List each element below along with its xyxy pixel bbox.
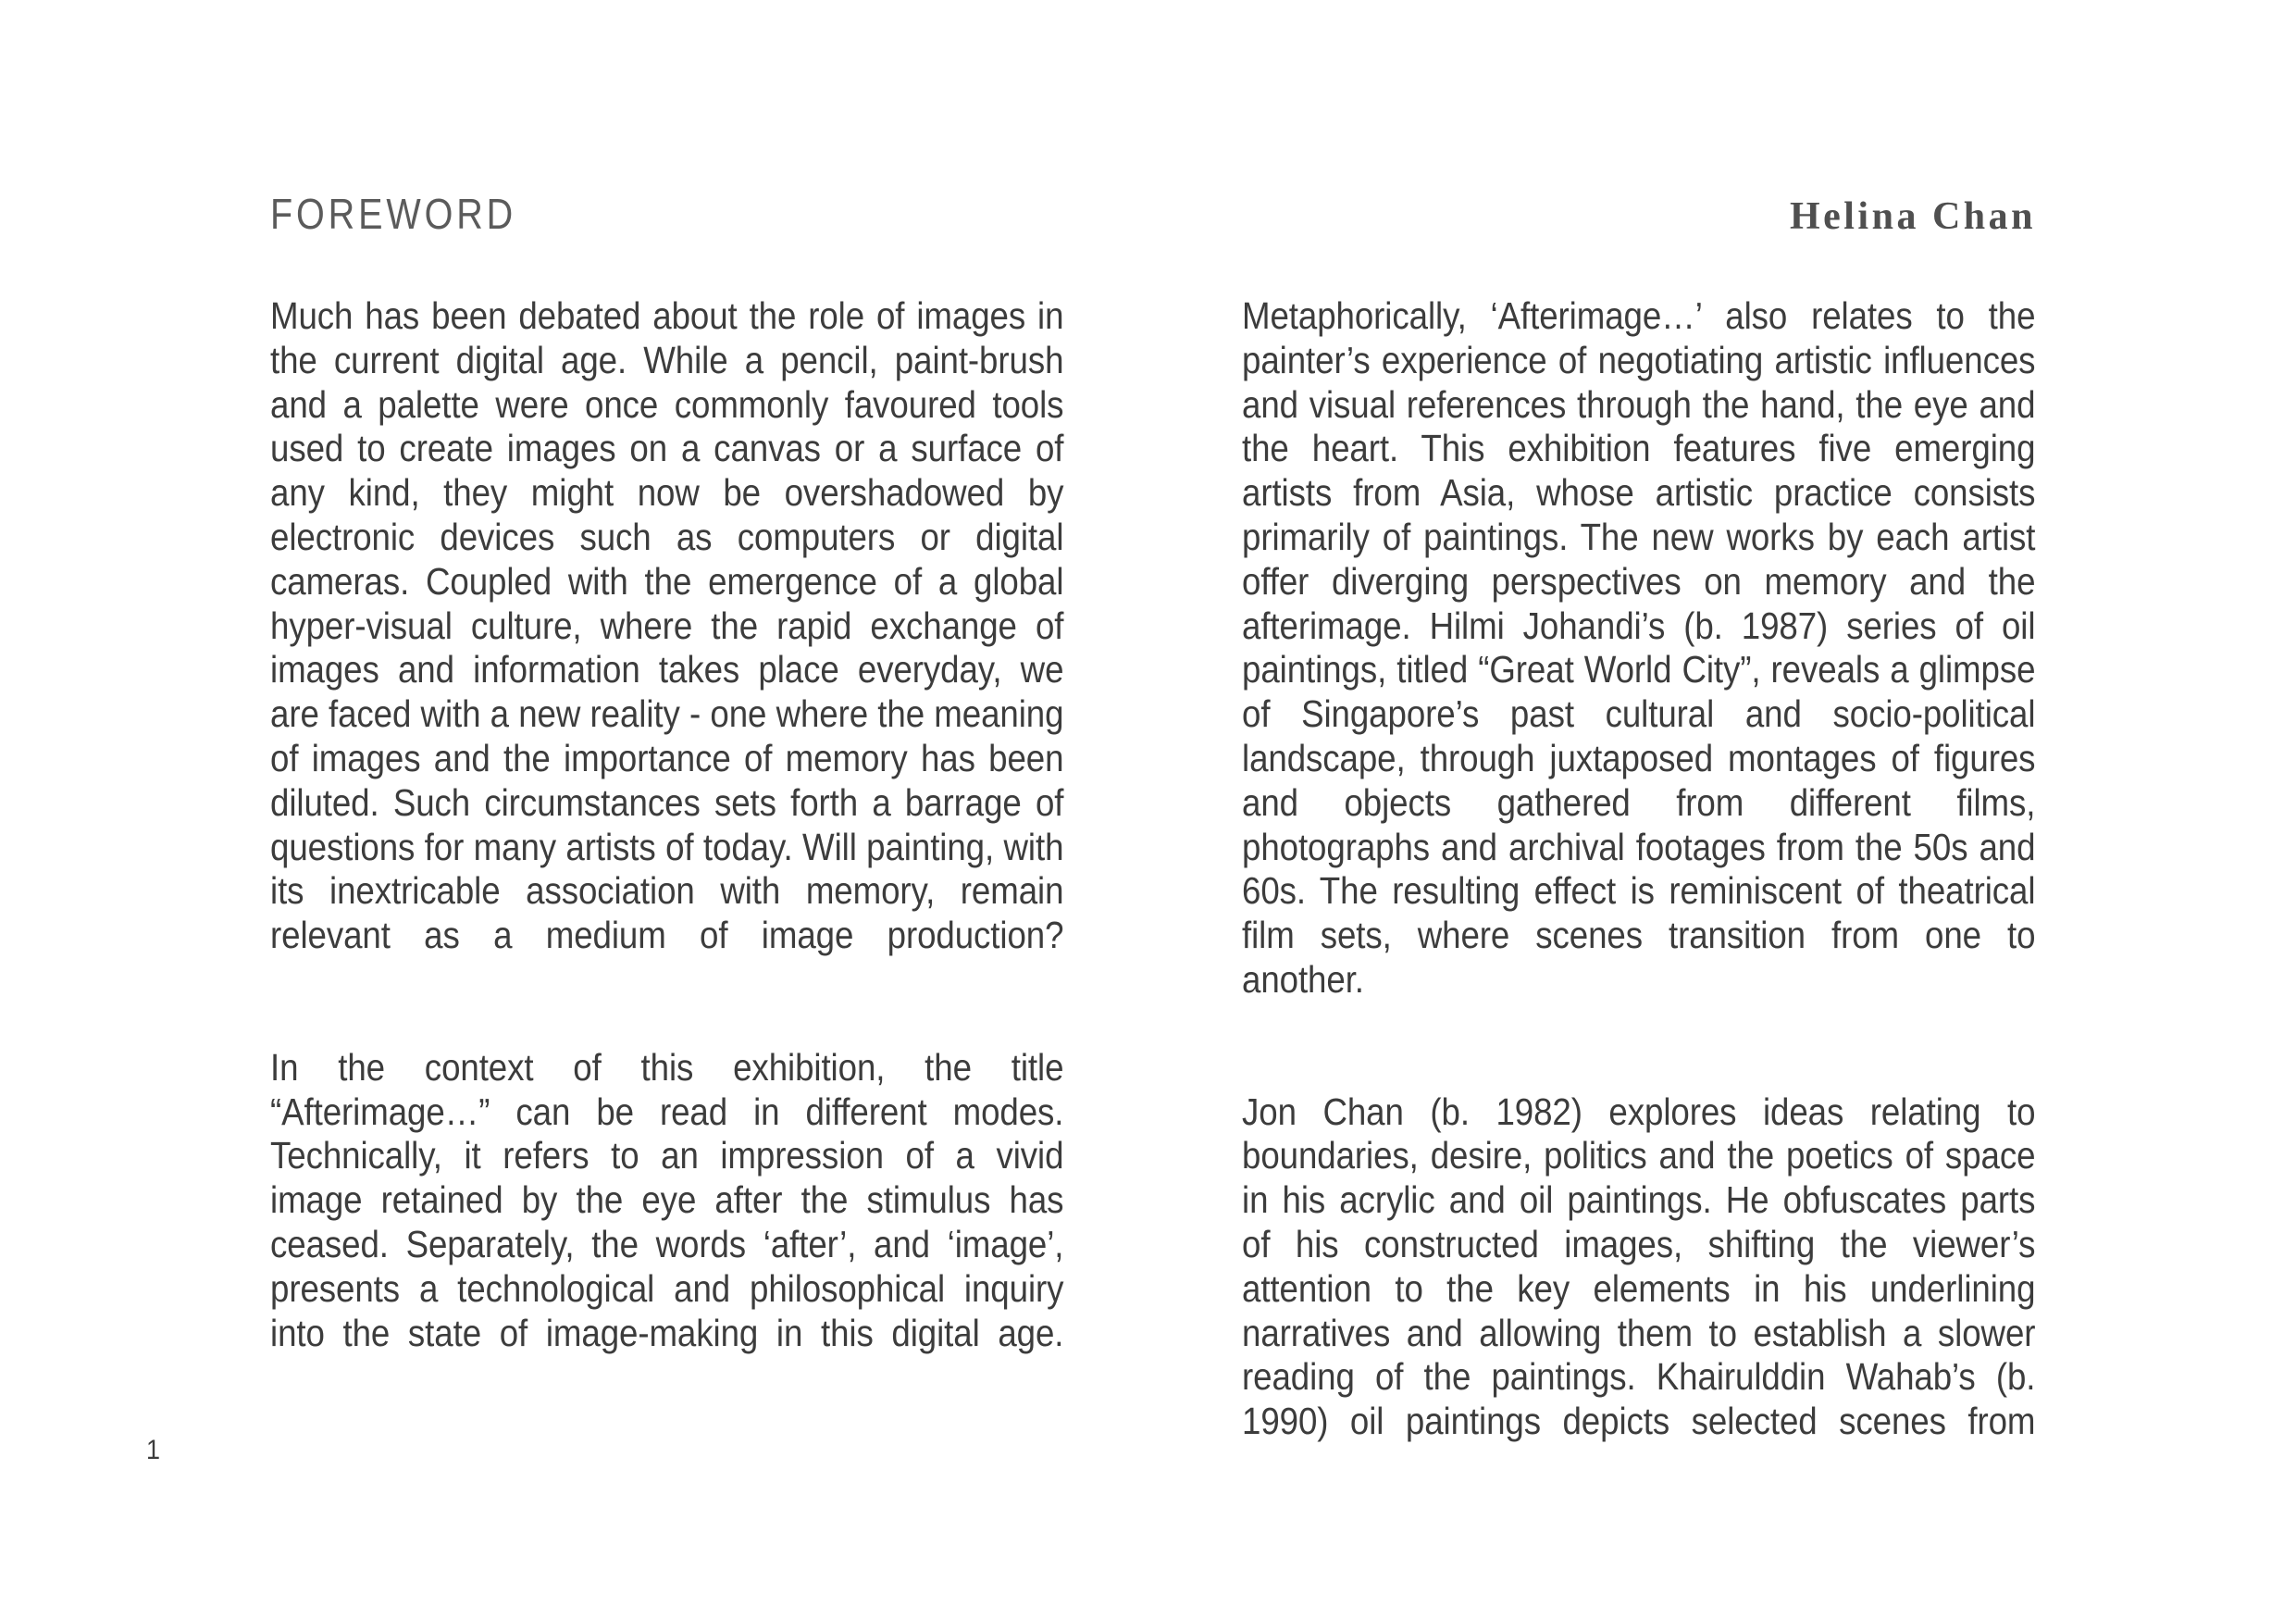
page-number: 1 bbox=[146, 1435, 161, 1465]
paragraph: Metaphorically, ‘Afterimage…’ also relates to the painter’s experience of negotiating artistic influences and visual references through the hand, the eye and the heart. This exhibition features five emerging artists from Asia, whose artistic practice consists primarily of paintings. The new works by each artist offer diverging perspectives on memory and the afterimage. Hilmi Johandi’s (b. 1987) series of oil paintings, titled “Great World City”, reveals a glimpse of Singapore’s past cultural and socio-political landscape, through juxtaposed montages of figures and objects gathered from different films, photographs and archival footages from the 50s and 60s. The resulting effect is reminiscent of theatrical film sets, where scenes transition from one to another. bbox=[1242, 294, 2036, 1001]
right-column bbox=[1242, 294, 2036, 1488]
left-column bbox=[270, 294, 1064, 1488]
paragraph: In the context of this exhibition, the title “Afterimage…” can be read in different modes. Technically, it refers to an impression of a vivid image retained by the eye after the stimulus has ceased. Separately, the words ‘after’, and ‘image’, presents a technological and philosophical inquiry into the state of image-making in this digital age. bbox=[270, 1045, 1064, 1354]
paragraph: Jon Chan (b. 1982) explores ideas relating to boundaries, desire, politics and the poetics of space in his acrylic and oil paintings. He obfuscates parts of his constructed images, shifting the viewer’s attention to the key elements in his underlining narratives and allowing them to establish a slower reading of the paintings. Khairulddin Wahab’s (b. 1990) oil paintings depicts selected scenes from bbox=[1242, 1090, 2036, 1443]
page-header bbox=[270, 190, 2036, 238]
page-title: FOREWORD bbox=[270, 190, 517, 238]
body-columns bbox=[270, 294, 2036, 1488]
paragraph: Much has been debated about the role of images in the current digital age. While a pencil, paint-brush and a palette were once commonly favoured tools used to create images on a canvas or a surface of any kind, they might now be overshadowed by electronic devices such as computers or digital cameras. Coupled with the emergence of a global hyper-visual culture, where the rapid exchange of images and information takes place everyday, we are faced with a new reality - one where the meaning of images and the importance of memory has been diluted. Such circumstances sets forth a barrage of questions for many artists of today. Will painting, with its inextricable association with memory, remain relevant as a medium of image production? bbox=[270, 294, 1064, 957]
author-byline: Helina Chan bbox=[1789, 195, 2036, 238]
